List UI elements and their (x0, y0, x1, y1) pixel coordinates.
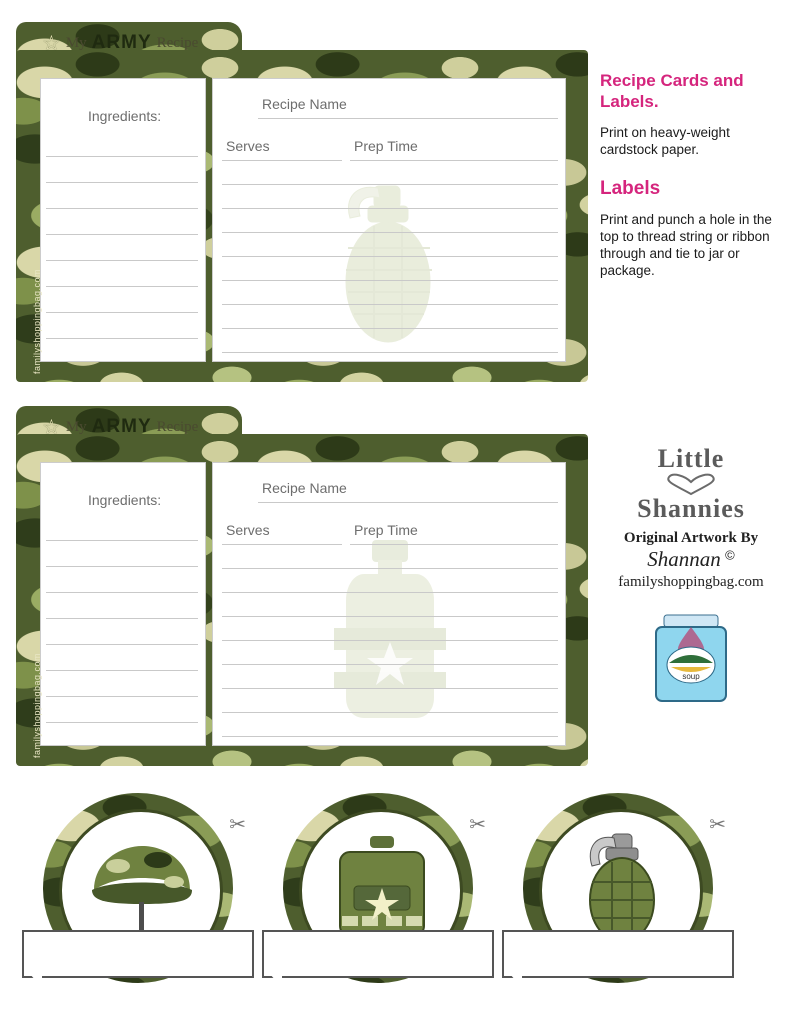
brand-little: Little (657, 444, 725, 473)
serves-label: Serves (226, 138, 270, 154)
star-icon: ☆ (42, 31, 61, 55)
brand-website: familyshoppingbag.com (618, 574, 764, 590)
prep-time-label: Prep Time (354, 522, 418, 538)
watermark-credit: familyshoppingbag.com (32, 652, 42, 758)
direction-rule (222, 736, 558, 737)
header-army: ARMY (91, 32, 152, 53)
ingredient-rule (46, 670, 198, 671)
direction-rule (222, 328, 558, 329)
recipe-card-2 (16, 406, 588, 766)
round-label-3 (502, 790, 734, 1005)
label-name-banner (22, 930, 254, 978)
direction-rule (222, 208, 558, 209)
recipe-name-label: Recipe Name (262, 96, 347, 112)
direction-rule (222, 280, 558, 281)
direction-rule (222, 592, 558, 593)
ingredient-rule (46, 234, 198, 235)
prep-time-label: Prep Time (354, 138, 418, 154)
direction-rule (222, 352, 558, 353)
direction-rule (222, 688, 558, 689)
scissors-icon: ✂ (469, 814, 486, 836)
brand-signature: Shannan (647, 547, 721, 571)
scissors-icon: ✂ (709, 814, 726, 836)
ingredient-rule (46, 286, 198, 287)
instructions-heading-1: Recipe Cards and Labels. (600, 71, 744, 111)
ingredient-rule (46, 540, 198, 541)
instructions-body-1: Print on heavy-weight cardstock paper. (600, 125, 730, 157)
ingredient-rule (46, 338, 198, 339)
direction-rule (222, 304, 558, 305)
card-header (42, 412, 252, 442)
label-name-banner (502, 930, 734, 978)
branding-block (598, 444, 784, 715)
ingredient-rule (46, 156, 198, 157)
scissors-icon: ✂ (229, 814, 246, 836)
label-name-banner (262, 930, 494, 978)
header-army: ARMY (91, 416, 152, 437)
star-icon: ☆ (42, 415, 61, 439)
header-recipe: Recipe (156, 418, 199, 435)
ingredients-label: Ingredients: (88, 108, 162, 124)
recipe-name-rule (258, 118, 558, 119)
ingredient-rule (46, 722, 198, 723)
round-label-1 (22, 790, 254, 1005)
recipe-card-1 (16, 22, 588, 382)
ingredient-rule (46, 644, 198, 645)
copyright-symbol: © (725, 547, 735, 563)
direction-rule (222, 616, 558, 617)
instructions-panel (600, 70, 780, 279)
ingredient-rule (46, 260, 198, 261)
brand-shannies: Shannies (637, 494, 745, 523)
recipe-name-label: Recipe Name (262, 480, 347, 496)
serves-rule (222, 544, 342, 545)
header-my: My (65, 34, 87, 51)
round-label-2 (262, 790, 494, 1005)
header-recipe: Recipe (156, 34, 199, 51)
jar-label-text: soup (682, 672, 700, 681)
instructions-heading-2: Labels (600, 178, 661, 199)
ingredient-rule (46, 618, 198, 619)
ingredient-rule (46, 696, 198, 697)
instructions-body-2: Print and punch a hole in the top to thread string or ribbon through and tie to jar or package. (600, 212, 772, 278)
direction-rule (222, 664, 558, 665)
card-header (42, 28, 252, 58)
direction-rule (222, 568, 558, 569)
direction-rule (222, 232, 558, 233)
prep-time-rule (350, 544, 558, 545)
brand-artwork-by: Original Artwork By (623, 530, 759, 546)
ingredient-rule (46, 182, 198, 183)
serves-label: Serves (226, 522, 270, 538)
direction-rule (222, 640, 558, 641)
header-my: My (65, 418, 87, 435)
direction-rule (222, 256, 558, 257)
recipe-name-rule (258, 502, 558, 503)
direction-rule (222, 712, 558, 713)
jar-tag-icon (648, 605, 734, 715)
grenade-icon (316, 170, 466, 360)
ingredients-label: Ingredients: (88, 492, 162, 508)
ingredient-rule (46, 592, 198, 593)
ingredient-rule (46, 312, 198, 313)
ingredient-rule (46, 208, 198, 209)
ingredient-rule (46, 566, 198, 567)
watermark-credit: familyshoppingbag.com (32, 268, 42, 374)
prep-time-rule (350, 160, 558, 161)
serves-rule (222, 160, 342, 161)
direction-rule (222, 184, 558, 185)
